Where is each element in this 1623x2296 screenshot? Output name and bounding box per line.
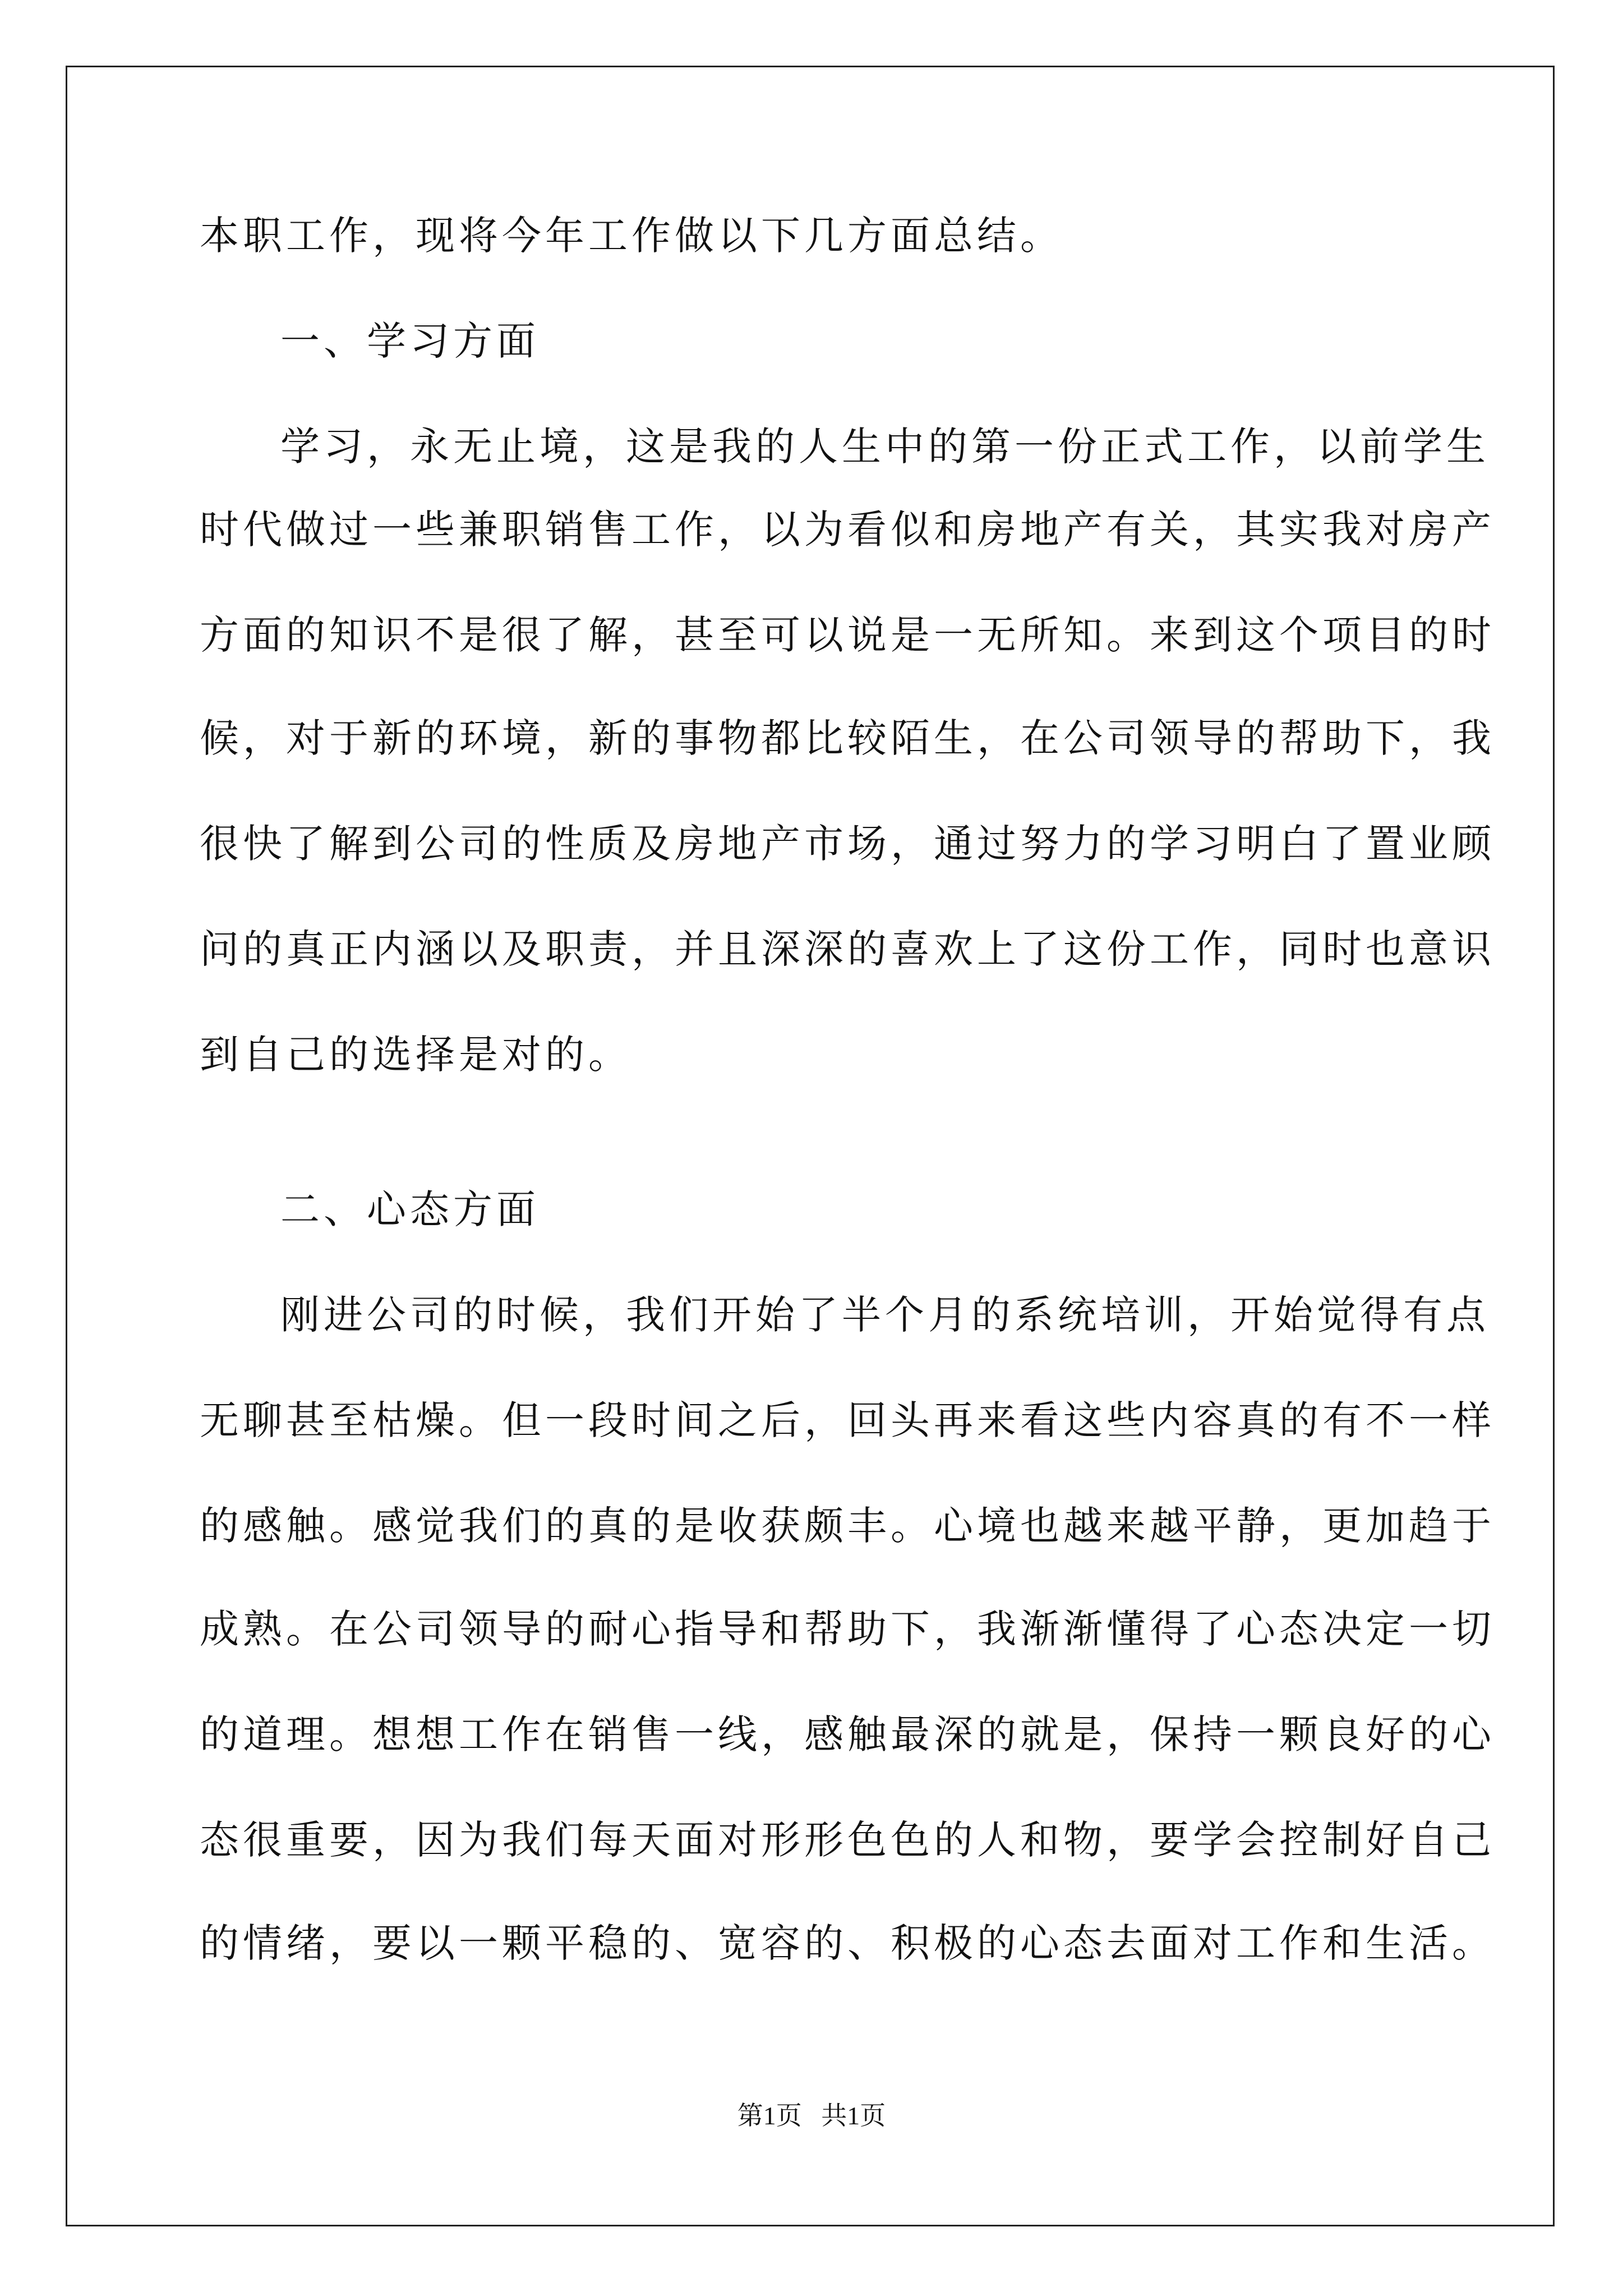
- text-line: 到自己的选择是对的。: [200, 1032, 631, 1078]
- section-heading: 二、心态方面: [280, 1186, 540, 1232]
- text-line: 态很重要，因为我们每天面对形形色色的人和物，要学会控制好自己: [200, 1817, 1495, 1863]
- text-line: 很快了解到公司的性质及房地产市场，通过努力的学习明白了置业顾: [200, 821, 1495, 867]
- text-line: 的道理。想想工作在销售一线，感触最深的就是，保持一颗良好的心: [200, 1711, 1495, 1757]
- text-line: 无聊甚至枯燥。但一段时间之后，回头再来看这些内容真的有不一样: [200, 1397, 1495, 1443]
- text-line: 本职工作，现将今年工作做以下几方面总结。: [200, 213, 1063, 259]
- text-line: 学习，永无止境，这是我的人生中的第一份正式工作，以前学生: [280, 424, 1490, 470]
- text-line: 的情绪，要以一颗平稳的、宽容的、积极的心态去面对工作和生活。: [200, 1920, 1495, 1966]
- text-line: 方面的知识不是很了解，甚至可以说是一无所知。来到这个项目的时: [200, 612, 1495, 658]
- page-footer: 第1页 共1页: [737, 2101, 886, 2130]
- text-line: 刚进公司的时候，我们开始了半个月的系统培训，开始觉得有点: [280, 1292, 1490, 1338]
- text-line: 成熟。在公司领导的耐心指导和帮助下，我渐渐懂得了心态决定一切: [200, 1606, 1495, 1652]
- page-border: [66, 66, 1555, 2226]
- section-heading: 一、学习方面: [280, 318, 540, 364]
- text-line: 时代做过一些兼职销售工作，以为看似和房地产有关，其实我对房产: [200, 507, 1495, 553]
- text-line: 问的真正内涵以及职责，并且深深的喜欢上了这份工作，同时也意识: [200, 926, 1495, 972]
- text-line: 的感触。感觉我们的真的是收获颇丰。心境也越来越平静，更加趋于: [200, 1503, 1495, 1549]
- text-line: 候，对于新的环境，新的事物都比较陌生，在公司领导的帮助下，我: [200, 715, 1495, 761]
